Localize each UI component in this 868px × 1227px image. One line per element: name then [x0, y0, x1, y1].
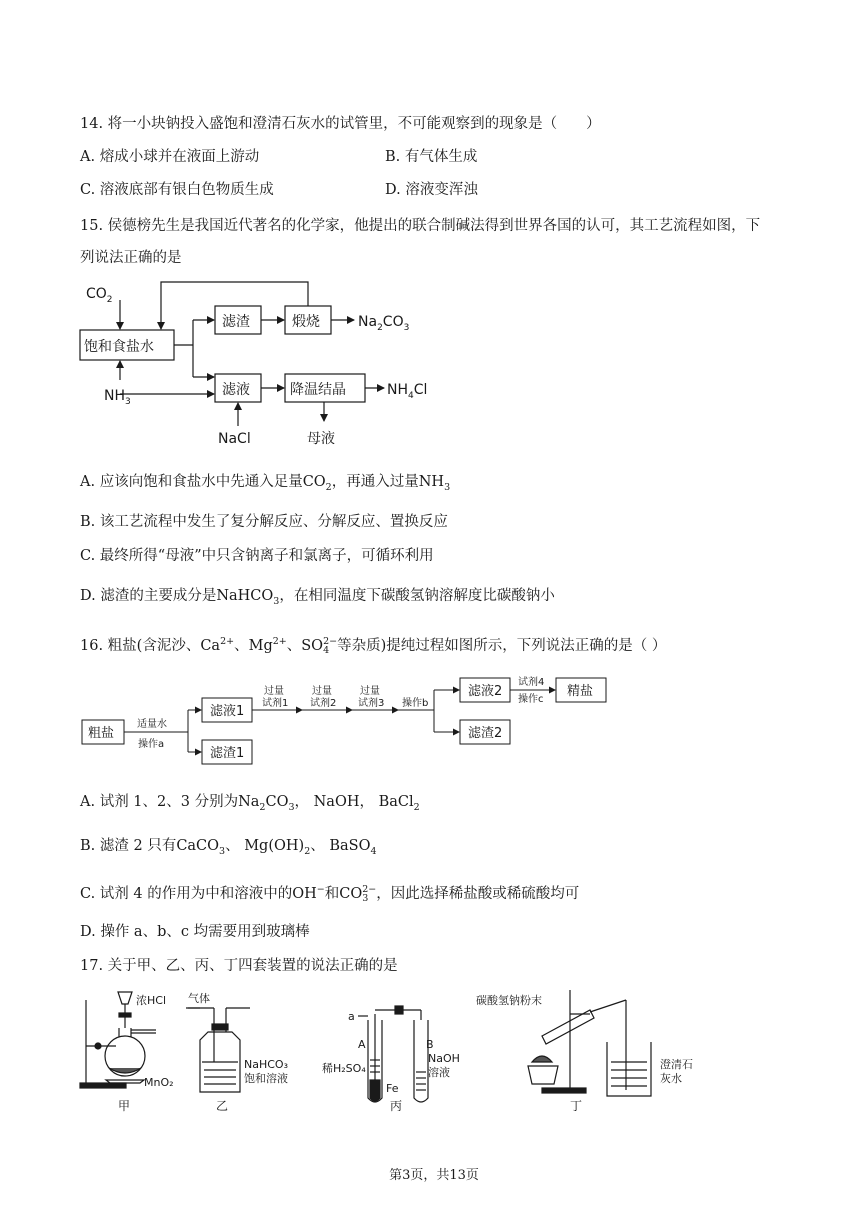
q17-apparatus-figure	[76, 980, 716, 1115]
q15-option-b: B. 该工艺流程中发生了复分解反应、分解反应、置换反应	[80, 514, 448, 530]
bing-h2so4-label: 稀H₂SO₄	[322, 1062, 366, 1075]
q14-option-a: A. 熔成小球并在液面上游动	[80, 149, 260, 165]
yi-label: 乙	[216, 1099, 229, 1113]
bing-naoh2-label: 溶液	[428, 1066, 450, 1079]
reagent4-label: 试剂4	[518, 677, 545, 688]
bing-a-label: a	[348, 1010, 355, 1023]
q16-flow-diagram	[76, 668, 636, 776]
ding-powder-label: 碳酸氢钠粉末	[476, 994, 542, 1007]
residue-label: 滤渣	[222, 314, 250, 330]
nh3-label: $NH_3$	[104, 388, 131, 407]
q15-option-a: A. 应该向饱和食盐水中先通入足量$CO_2$，再通入过量$NH_3$	[80, 474, 451, 493]
calcine-label: 煅烧	[292, 314, 320, 330]
q15-option-c: C. 最终所得“母液”中只含钠离子和氯离子，可循环利用	[80, 548, 434, 564]
bing-label: 丙	[390, 1099, 403, 1113]
q14-option-d: D. 溶液变浑浊	[385, 182, 478, 198]
jia-hcl-label: 浓HCl	[136, 994, 167, 1007]
bing-naoh1-label: NaOH	[428, 1052, 460, 1065]
yi-reagent1-label: NaHCO₃	[244, 1058, 288, 1071]
reagent2-label: 试剂2	[310, 698, 337, 709]
water-label: 适量水	[137, 719, 167, 730]
fine-salt-label: 精盐	[567, 684, 594, 699]
apparatus-ding	[528, 990, 651, 1096]
page-footer: 第3页，共13页	[389, 1168, 479, 1183]
q15-flow-diagram	[76, 276, 456, 456]
mother-liquor-label: 母液	[307, 431, 335, 447]
op-b-label: 操作b	[402, 698, 429, 709]
apparatus-yi	[186, 1008, 250, 1092]
excess3-label: 过量	[360, 686, 380, 697]
q15-stem-line1: 15. 侯德榜先生是我国近代著名的化学家，他提出的联合制碱法得到世界各国的认可，其工艺流程如图，下	[80, 218, 761, 234]
ding-label: 丁	[570, 1099, 583, 1113]
excess2-label: 过量	[312, 686, 332, 697]
filtrate2-label: 滤液2	[468, 684, 503, 699]
excess1-label: 过量	[264, 686, 284, 697]
bing-A-label: A	[358, 1038, 366, 1051]
op-a-label: 操作a	[138, 739, 165, 750]
nacl-label: NaCl	[218, 431, 251, 447]
jia-label: 甲	[118, 1099, 131, 1113]
op-c-label: 操作c	[518, 694, 544, 705]
yi-reagent2-label: 饱和溶液	[244, 1072, 288, 1085]
ding-lime1-label: 澄清石	[660, 1058, 693, 1071]
q15-stem-line2: 列说法正确的是	[80, 250, 182, 266]
ding-lime2-label: 灰水	[660, 1072, 682, 1085]
q14-option-b: B. 有气体生成	[385, 149, 478, 165]
bing-B-label: B	[426, 1038, 434, 1051]
filtrate-label: 滤液	[222, 382, 250, 398]
co2-label: $CO_2$	[86, 286, 113, 305]
filtrate1-label: 滤液1	[210, 704, 245, 719]
q16-stem: 16. 粗盐(含泥沙、$Ca^{2+}$、$Mg^{2+}$、SO 2− 4 等杂质)提纯过程如图所示，下列说法正确的是（ ）	[80, 635, 667, 656]
q17-stem: 17. 关于甲、乙、丙、丁四套装置的说法正确的是	[80, 958, 398, 974]
q14-option-c: C. 溶液底部有银白色物质生成	[80, 182, 274, 198]
q16-option-b: B. 滤渣 2 只有CaCO$_3$、 $Mg(OH)_2$、 BaSO$_4$	[80, 838, 377, 857]
jia-mno2-label: MnO₂	[144, 1076, 174, 1089]
q14-stem: 14. 将一小块钠投入盛饱和澄清石灰水的试管里，不可能观察到的现象是（ ）	[80, 116, 601, 132]
reagent3-label: 试剂3	[358, 698, 385, 709]
reagent1-label: 试剂1	[262, 698, 289, 709]
q16-option-a: A. 试剂 1、2、3 分别为$Na_2CO_3$， NaOH， BaCl$_2$	[80, 794, 420, 813]
crude-salt-label: 粗盐	[88, 726, 115, 741]
nh4cl-label: $NH_4Cl$	[387, 382, 428, 401]
yi-gas-label: 气体	[188, 992, 210, 1005]
cool-crystal-label: 降温结晶	[290, 382, 346, 398]
residue1-label: 滤渣1	[210, 746, 245, 761]
q16-option-c: C. 试剂 4 的作用为中和溶液中的OH−和CO 2− 3 ，因此选择稀盐酸或稀硫酸均可	[80, 883, 580, 904]
residue2-label: 滤渣2	[468, 726, 503, 741]
q16-option-d: D. 操作 a、b、c 均需要用到玻璃棒	[80, 924, 310, 940]
q15-option-d: D. 滤渣的主要成分是NaHCO$_3$，在相同温度下碳酸氢钠溶解度比碳酸钠小	[80, 588, 555, 607]
saltwater-label: 饱和食盐水	[84, 339, 154, 355]
bing-fe-label: Fe	[386, 1082, 399, 1095]
na2co3-label: $Na_2CO_3$	[358, 314, 410, 333]
